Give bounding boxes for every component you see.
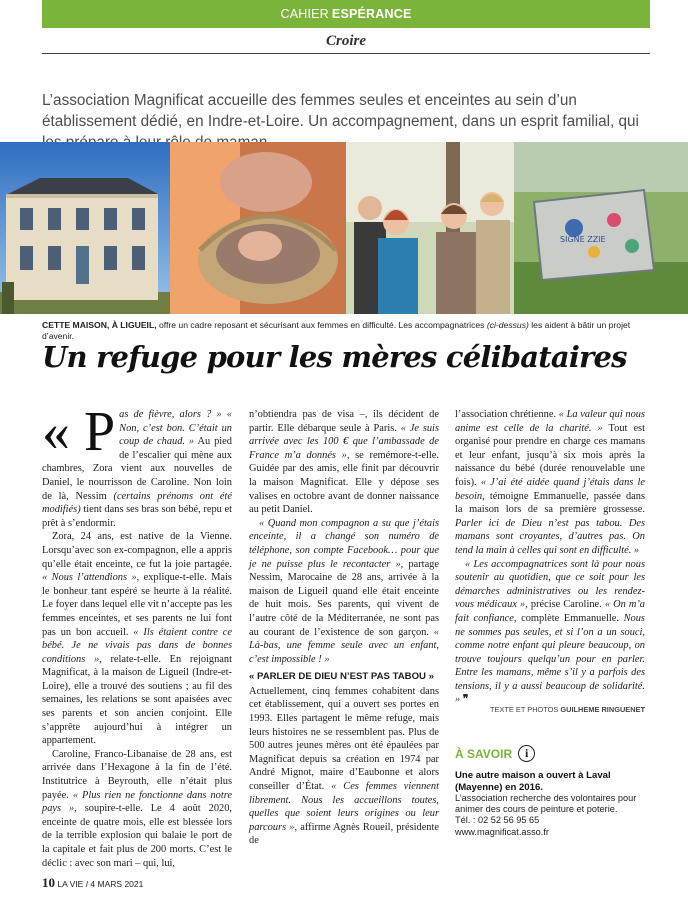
rubric-title: Croire [325,33,366,49]
column-2-paragraph-3 [249,685,439,848]
article-column-2 [249,408,439,848]
text: , précise Caroline. [525,599,605,611]
open-quote: « [42,401,84,463]
caption-text-a: offre un cadre reposant et sécurisant aux femmes en difficulté. Les accompagnatrices [156,320,487,330]
info-box-title: À SAVOIR [455,746,513,761]
text: Caroline, Franco-Libanaise de 28 ans, est arrivée dans l’Hexagone à la fin de l’été. Institutrice à Beyrouth, elle n’était plus payée. [42,748,232,801]
drop-cap [42,401,116,463]
info-icon: i [518,745,535,762]
rubric-rule [42,53,650,54]
quote: « La valeur qui nous anime est celle de la charité. » [455,409,646,434]
photo-house [0,142,170,314]
photo-baby-basket [170,142,346,314]
text: , relate-t-elle. En rejoignant Magnificat, à la maison de Ligueil (Indre-et-Loire), elle a trouvé des soutiens ; au fil des semaines, les relations se sont apaisées avec ses parents et son ancien conjoint. Elle s’apprête aujourd’hui à intégrer un appartement. [42,653,232,747]
credit-author: GUILHEME RINGUENET [560,705,645,714]
text: , partage Nessim, Marocaine de 28 ans, arrivée à la maison de Ligueil quand elle était enceinte de huit mois. Ses parents, qui vivent de l’autre côté de la Méditerranée, ne sont pas au courant de l’existence de son garçon. [249,558,439,638]
text: Tout est organisé pour prendre en charge ces mamans et leur enfant, jusqu’à six mois après la naissance du bébé (durée renouvelable une fois). [455,422,645,488]
article-headline: Un refuge pour les mères célibataires [42,340,627,374]
text: , complète Emmanuelle. [513,612,624,624]
text: n’obtiendra pas de visa –, ils décident de partir. Elle débarque seule à Paris. [249,409,439,434]
text: , se remémore-t-elle. Guidée par des amis, elle finit par découvrir la maison Magnificat. Elle y dépose ses valises en octobre avant de donner naissance au petit Daniel. [249,449,440,516]
column-3-paragraph-1 [455,408,645,558]
subheading: « PARLER DE DIEU N’EST PAS TABOU » [249,671,434,683]
quote: « Quand mon compagnon a su que j’étais enceinte, il a changé son numéro de téléphone, son compte Facebook… pour que je ne puisse plus le recontacter » [249,517,439,570]
sign-lettering: SIGNE ZZIE [560,235,606,244]
text: , affirme Agnès Roueil, présidente de [249,821,439,847]
page-number: 10 [42,875,55,890]
banner-name: ESPÉRANCE [331,7,412,21]
column-2-paragraph-1 [249,408,439,517]
column-3-paragraph-2 [455,558,645,708]
photo-strip [0,142,688,314]
quote: « Plus rien ne fonctionne dans notre pays » [42,789,232,815]
drop-cap-letter: P [84,401,116,463]
column-2-paragraph-2 [249,517,439,667]
quote: Parler ici de Dieu n’est pas tabou. Des mamans sont croyantes, d’autres pas. On tend la main à celles qui sont en difficulté. » [455,517,645,556]
text: tient dans ses bras son bébé, repu et prêt à s’endormir. [42,504,232,529]
quote: « Ils étaient contre ce bébé. Je ne vivais pas dans de bonnes conditions » [42,626,232,665]
quote: « J’ai été aidée quand j’étais dans le besoin [455,476,645,502]
quote: « On m’a fait confiance [455,599,646,624]
quote: Nous ne sommes pas seules, et si l’on a un souci, comme notre enfant qui pleure beaucoup, on trouve toujours quelqu’un pour en parler. Entre les mamans, même s’il y a parfois des tensions, il y a aussi beaucoup de solidarité. » [455,612,645,706]
quote: « Je suis arrivée avec les 100 € que l’ambassade de France m’a donnés » [249,422,439,461]
photo-mosaic-sign [514,142,688,314]
banner-prefix: CAHIER [280,7,329,21]
quote: as de fièvre, alors ? » « Non, c’est bon. C’était un coup de chaud. » [119,409,232,448]
credit-label: TEXTE ET PHOTOS [490,705,561,714]
text: , soupire-t-elle. Le 4 août 2020, enceinte de quatre mois, elle est blessée lors de la terrible explosion qui balaie le port de la capitale et fait plus de 200 morts. C’est le déclic : avec son mari – qui, lui, [42,803,232,869]
info-box-title-row [455,745,645,762]
info-box-body: L’association recherche des volontaires pour animer des cours de peinture et poterie. [455,793,637,815]
info-box-website[interactable]: www.magnificat.asso.fr [455,826,549,837]
intro-paragraph: L’association Magnificat accueille des femmes seules et enceintes au sein d’un établissement dédié, en Indre-et-Loire. Un accompagnement, dans un esprit familial, qui [42,92,639,130]
column-1-paragraph-3 [42,748,232,870]
photo-caregivers [346,142,514,314]
text: , témoigne Emmanuelle, passée dans la maison lors de sa première grossesse. [455,490,645,516]
caption-lead: CETTE MAISON, À LIGUEIL, [42,320,157,330]
info-box-heading: Une autre maison a ouvert à Laval (Mayenne) en 2016. [455,770,611,793]
section-banner [42,0,650,28]
quote: « Les accompagnatrices sont là pour nous soutenir au quotidien, que ce soit pour les démarches administratives ou les rendez-vous médicaux » [455,558,645,611]
text: l’association chrétienne. [455,409,559,420]
quote: (certains prénoms ont été modifiés) [42,490,232,516]
photo-credit [455,705,645,714]
info-box [455,745,645,838]
text: Actuellement, cinq femmes cohabitent dans cet établissement, qui a ouvert ses portes en 1993. Elles partagent le même refuge, mais leurs histoires ne se ressemblent pas. Plus de 500 autres jeunes mères ont été épaulées par Magnificat depuis sa création en 1974 par André Mignot, maire d’Eaubonne et alors conseiller d’État. [249,685,439,793]
quote: « Là-bas, une femme seule avec un enfant, c’est impossible ! » [249,626,439,665]
quote: « Nous l’attendions » [42,572,137,584]
column-1-paragraph-2 [42,530,232,748]
quote: « Ces femmes viennent librement. Nous les accueillons toutes, quelles que soient leurs origines ou leur parcours » [249,781,439,833]
text: Zora, 24 ans, est native de la Vienne. Lorsqu’avec son ex-compagnon, elle a appris qu’elle était enceinte, ce fut la joie partagée. [42,531,232,570]
column-1-paragraph-1 [42,401,232,530]
end-mark: ❞ [460,694,469,706]
publication-info: LA VIE / 4 MARS 2021 [55,879,144,889]
caption-text-b: les aident à bâtir un projet d’avenir. [42,320,631,341]
page-footer [42,875,143,891]
text: Au pied de l’escalier qui mène aux chambres, Zora vient aux nouvelles de Daniel, le nourrisson de Caroline. Non loin de là, Nessim [42,436,232,502]
photo-caption [42,320,662,342]
article-column-3 [455,408,645,707]
text: , explique-t-elle. Mais le bonheur tant espéré se heurte à la réalité. Le foyer dans lequel elle vit n’accepte pas les femmes enceintes, et ses parents ne lui font pas un bon accueil. [42,572,232,638]
info-box-phone: Tél. : 02 52 56 95 65 [455,815,540,826]
article-column-1 [42,401,232,870]
caption-italic: (ci-dessus) [486,320,529,330]
